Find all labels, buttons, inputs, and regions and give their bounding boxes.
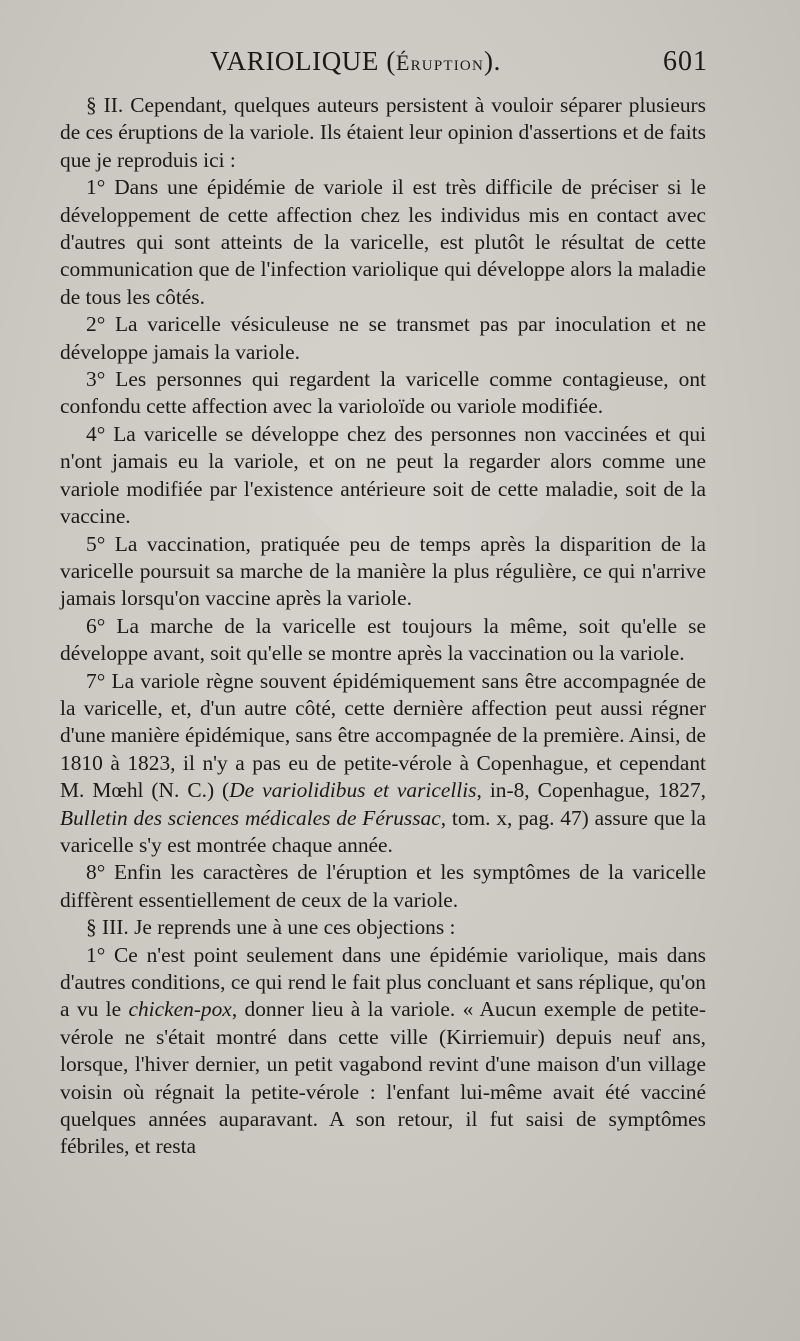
paragraph-point-7 xyxy=(60,668,706,860)
paragraph-point-3: 3° Les personnes qui regardent la varicelle comme contagieuse, ont confondu cette affection avec la varioloïde ou variole modifiée. xyxy=(60,367,706,419)
citation-title: Bulletin des sciences médicales de Férussac xyxy=(60,805,441,830)
text-run: , donner lieu à la variole. « Aucun exemple de petite-vérole ne s'était montré dans cette ville (Kirriemuir) depuis neuf ans, lorsque, l'hiver dernier, un petit vagabond revint d'une maison d'un village voisin où régnait la petite-vérole : l'enfant lui-même avait été vacciné quelques années auparavant. A son retour, il fut saisi de symptômes fébriles, et resta xyxy=(60,997,706,1159)
paragraph-point-6: 6° La marche de la varicelle est toujours la même, soit qu'elle se développe avant, soit qu'elle se montre après la vaccination ou la variole. xyxy=(60,613,706,666)
paragraph-point-2: 2° La varicelle vésiculeuse ne se transmet pas par inoculation et ne développe jamais la variole. xyxy=(60,312,706,364)
text-run: , in-8, Copenhague, 1827, xyxy=(476,778,706,803)
page-number: 601 xyxy=(663,46,708,77)
paragraph-section-ii: § II. Cependant, quelques auteurs persistent à vouloir séparer plusieurs de ces éruptions de la variole. Ils étaient leur opinion d'assertions et de faits que je reproduis ici : xyxy=(60,93,706,172)
running-title-main: VARIOLIQUE ( xyxy=(210,46,396,76)
text-run: 7° La variole règne souvent épidémiquement sans être accompagnée de la varicelle, et, d'un autre côté, cette dernière affection peut aussi régner d'une manière épidémique, sans être accompagnée de la première. Ainsi, de 1810 à 1823, il n'y a pas eu de petite-vérole à Copenhague, et cependant M. Mœhl (N. C.) ( xyxy=(60,668,706,803)
text-run: , tom. x, pag. 47) assure que la varicelle s'y est montrée chaque année. xyxy=(60,805,706,857)
paragraph-section-iii: § III. Je reprends une à une ces objections : xyxy=(86,915,456,940)
running-title xyxy=(210,46,501,77)
paragraph-point-1: 1° Dans une épidémie de variole il est très difficile de préciser si le développement de cette affection chez les individus mis en contact avec d'autres qui sont atteints de la varicelle, est plutôt le résultat de cette communication que de l'infection variolique qui développe alors la maladie de tous les côtés. xyxy=(60,175,706,309)
running-title-end: ). xyxy=(483,46,501,76)
paragraph-reply-1 xyxy=(60,942,706,1161)
paragraph-point-4: 4° La varicelle se développe chez des personnes non vaccinées et qui n'ont jamais eu la variole, et on ne peut la regarder alors comme une variole modifiée par l'existence antérieure soit de cette maladie, soit de la vaccine. xyxy=(60,421,706,529)
italic-term: chicken-pox xyxy=(128,997,232,1022)
paragraph-point-8: 8° Enfin les caractères de l'éruption et les symptômes de la varicelle diffèrent essentiellement de ceux de la variole. xyxy=(60,860,706,912)
body-text xyxy=(60,92,706,1161)
text-run: 1° Ce n'est point seulement dans une épidémie variolique, mais dans d'autres conditions, ce qui rend le fait plus concluant et sans réplique, qu'on a vu le xyxy=(60,942,706,1022)
page-header xyxy=(60,46,708,86)
paragraph-point-5: 5° La vaccination, pratiquée peu de temps après la disparition de la varicelle poursuit sa marche de la manière la plus régulière, ce qui n'arrive jamais lorsqu'on vaccine après la variole. xyxy=(60,531,706,611)
running-title-subtitle: Éruption xyxy=(395,50,484,75)
citation-title: De variolidibus et varicellis xyxy=(229,778,477,803)
